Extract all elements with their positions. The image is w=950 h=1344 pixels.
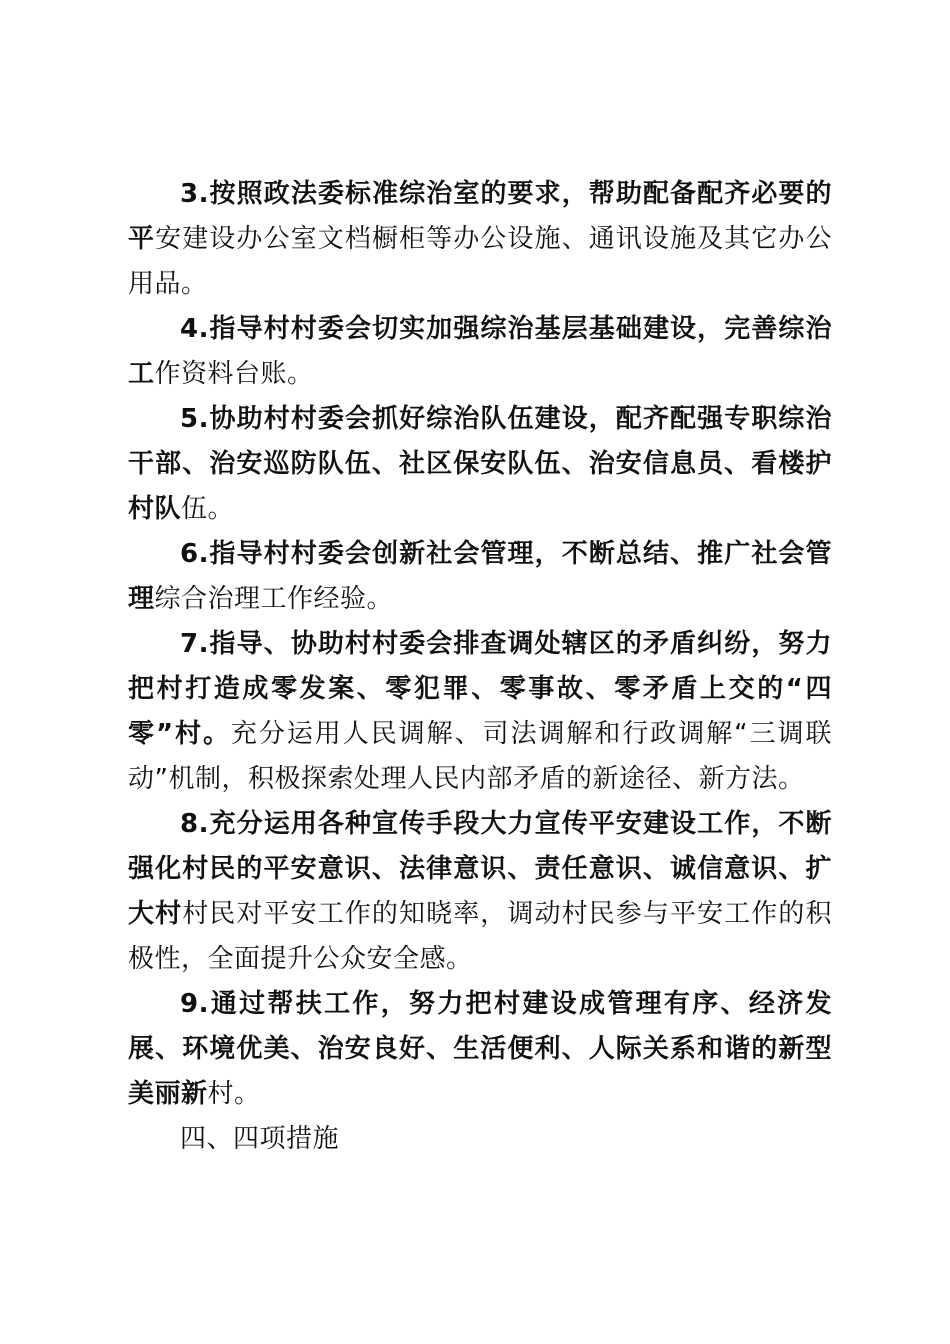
list-item [128, 172, 832, 307]
list-item [128, 397, 832, 532]
item-bold-text: 7.指导、协助村村委会排查调处辖区的矛盾纠纷，努力把村打造成零发案、零犯罪、零事故、零矛盾上交的“四零”村。 [128, 629, 832, 749]
list-item [128, 622, 832, 802]
section-heading: 四、四项措施 [180, 1124, 340, 1154]
item-normal-text: 充分运用人民调解、司法调解和行政调解“三调联动”机制，积极探索处理人民内部矛盾的新途径、新方法。 [128, 719, 832, 794]
list-item [128, 802, 832, 982]
item-bold-text: 3.按照政法委标准综治室的要求，帮助配备配齐必要的平 [128, 179, 832, 254]
item-normal-text: 村。 [207, 1079, 261, 1109]
item-normal-text: 村民对平安工作的知晓率，调动村民参与平安工作的积极性，全面提升公众安全感。 [128, 899, 832, 974]
list-item [128, 982, 832, 1117]
item-bold-text: 8.充分运用各种宣传手段大力宣传平安建设工作，不断强化村民的平安意识、法律意识、责任意识、诚信意识、扩大村 [128, 809, 832, 929]
list-item [128, 532, 832, 622]
item-bold-text: 5.协助村村委会抓好综治队伍建设，配齐配强专职综治干部、治安巡防队伍、社区保安队伍、治安信息员、看楼护村队 [128, 404, 832, 524]
item-bold-text: 9.通过帮扶工作，努力把村建设成管理有序、经济发展、环境优美、治安良好、生活便利、人际关系和谐的新型美丽新 [128, 989, 832, 1109]
document-body [128, 172, 832, 1162]
item-normal-text: 安建设办公室文档橱柜等办公设施、通讯设施及其它办公用品。 [128, 224, 832, 299]
item-bold-text: 6.指导村村委会创新社会管理，不断总结、推广社会管理 [128, 539, 832, 614]
item-normal-text: 综合治理工作经验。 [154, 584, 394, 614]
item-normal-text: 作资料台账。 [154, 359, 314, 389]
list-item [128, 307, 832, 397]
item-normal-text: 伍。 [181, 494, 235, 524]
item-bold-text: 4.指导村村委会切实加强综治基层基础建设，完善综治工 [128, 314, 832, 389]
